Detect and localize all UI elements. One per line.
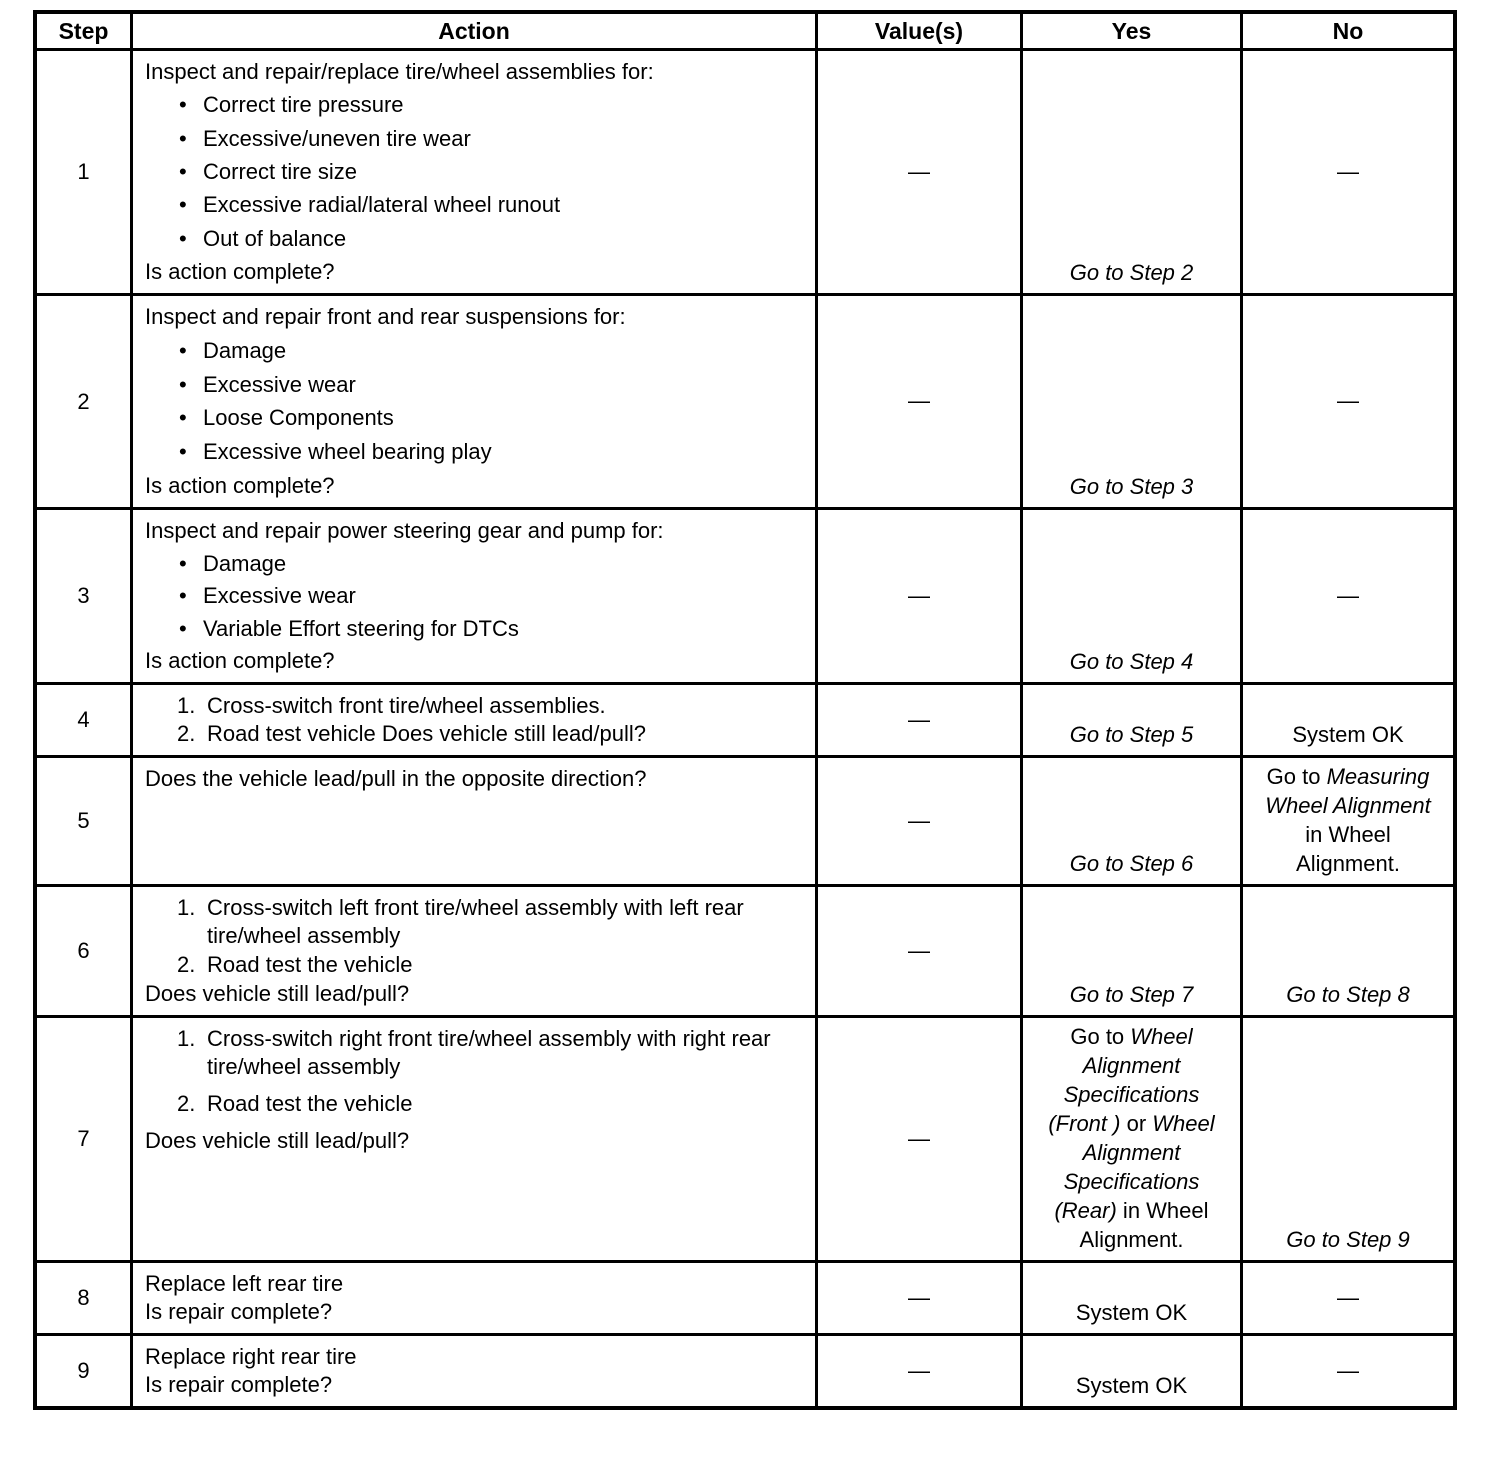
text-segment: — — [1337, 388, 1359, 413]
text-segment: — — [908, 582, 930, 608]
action-cell — [130, 1336, 815, 1406]
bullet-icon: • — [179, 615, 187, 641]
cell-text-line — [1070, 849, 1194, 878]
cell-text-line — [1296, 849, 1400, 878]
text-segment: — — [1337, 582, 1359, 608]
bullet-icon: • — [179, 337, 187, 363]
header-yes: Yes — [1020, 14, 1240, 48]
bullet-icon: • — [179, 439, 187, 465]
no-cell — [1240, 51, 1453, 293]
values-cell — [815, 887, 1020, 1015]
bullet-icon: • — [179, 192, 187, 218]
text-segment: Go to Step 2 — [1069, 260, 1194, 285]
text-segment: Go to Step 5 — [1069, 722, 1194, 747]
yes-cell — [1020, 685, 1240, 755]
text-segment: System OK — [1075, 1300, 1188, 1325]
no-cell — [1240, 510, 1453, 682]
table-row — [37, 1015, 1453, 1260]
cell-text-line — [1070, 258, 1194, 287]
cell-text-line — [1083, 1051, 1181, 1080]
yes-cell — [1020, 1263, 1240, 1333]
cell-text-line — [1337, 1283, 1359, 1312]
bullet-item — [145, 158, 805, 186]
item-number: 1. — [177, 895, 196, 920]
action-text: Does vehicle still lead/pull? — [145, 981, 410, 1006]
no-cell — [1240, 296, 1453, 507]
bullet-item — [145, 615, 805, 643]
text-segment: Go to Step 7 — [1069, 982, 1194, 1007]
values-cell — [815, 758, 1020, 884]
table-row — [37, 1333, 1453, 1406]
action-text-line — [145, 258, 805, 286]
step-number: 5 — [77, 808, 90, 833]
table-row — [37, 48, 1453, 293]
header-step: Step — [58, 17, 109, 44]
bullet-icon: • — [179, 550, 187, 576]
table-row — [37, 293, 1453, 507]
bullet-item — [145, 225, 805, 253]
action-text: Is repair complete? — [145, 1299, 333, 1324]
cell-text-line — [1265, 791, 1430, 820]
bullet-icon: • — [179, 405, 187, 431]
text-segment: — — [1337, 1284, 1359, 1310]
text-segment: Alignment — [1082, 1140, 1181, 1165]
cell-text-line — [1337, 581, 1359, 610]
numbered-item — [145, 720, 805, 748]
step-number: 6 — [77, 938, 90, 963]
cell-text-line — [908, 1124, 930, 1153]
cell-text-line — [1083, 1138, 1181, 1167]
text-segment: — — [908, 1125, 930, 1151]
bullet-item — [145, 125, 805, 153]
action-cell — [130, 887, 815, 1015]
cell-text-line — [908, 806, 930, 835]
step-cell — [37, 887, 130, 1015]
no-cell — [1240, 758, 1453, 884]
action-text-line — [145, 1371, 805, 1399]
no-cell — [1240, 887, 1453, 1015]
text-segment: — — [1337, 158, 1359, 184]
action-cell — [130, 51, 815, 293]
item-text: Cross-switch left front tire/wheel assembly with left rear tire/wheel assembly — [207, 895, 744, 948]
step-number: 1 — [77, 159, 90, 184]
bullet-item — [145, 91, 805, 119]
cell-text-line — [908, 386, 930, 415]
cell-text-line — [908, 705, 930, 734]
action-cell — [130, 1018, 815, 1260]
action-text-line — [145, 303, 805, 331]
action-text: Is repair complete? — [145, 1372, 333, 1397]
table-row — [37, 755, 1453, 884]
action-text-line — [145, 472, 805, 500]
bullet-item — [145, 550, 805, 578]
step-cell — [37, 1018, 130, 1260]
cell-text-line — [908, 581, 930, 610]
text-segment: Wheel Alignment — [1265, 793, 1431, 818]
action-cell — [130, 510, 815, 682]
numbered-item — [145, 1025, 805, 1081]
action-text: Replace left rear tire — [145, 1271, 344, 1296]
text-segment: in Wheel — [1116, 1198, 1209, 1223]
cell-text-line — [1070, 472, 1194, 501]
cell-text-line — [908, 1356, 930, 1385]
text-segment: Go to Step 6 — [1069, 851, 1194, 876]
values-cell — [815, 51, 1020, 293]
table-header-row — [37, 14, 1453, 48]
bullet-text: Variable Effort steering for DTCs — [203, 615, 519, 641]
diagnostic-table — [33, 10, 1457, 1410]
cell-text-line — [1070, 1022, 1192, 1051]
table-row — [37, 682, 1453, 755]
text-segment: Wheel — [1152, 1111, 1215, 1136]
text-segment: Go to Step 3 — [1069, 474, 1194, 499]
values-cell — [815, 1263, 1020, 1333]
cell-text-line — [1337, 386, 1359, 415]
text-segment: — — [908, 807, 930, 833]
bullet-text: Excessive radial/lateral wheel runout — [203, 192, 561, 218]
item-text: Road test vehicle Does vehicle still lead/pull? — [207, 721, 647, 746]
text-segment: or — [1120, 1111, 1153, 1136]
bullet-item — [145, 438, 805, 466]
text-segment: Go to — [1266, 764, 1327, 789]
cell-text-line — [1070, 647, 1194, 676]
cell-text-line — [1076, 1371, 1187, 1400]
step-number: 9 — [77, 1358, 90, 1383]
action-cell — [130, 1263, 815, 1333]
cell-text-line — [1337, 1356, 1359, 1385]
no-cell — [1240, 1263, 1453, 1333]
bullet-text: Correct tire pressure — [203, 92, 404, 118]
cell-text-line — [908, 1283, 930, 1312]
table-row — [37, 884, 1453, 1015]
values-cell — [815, 296, 1020, 507]
action-text-line — [145, 517, 805, 545]
step-cell — [37, 296, 130, 507]
step-number: 8 — [77, 1285, 90, 1310]
cell-text-line — [1054, 1196, 1208, 1225]
cell-text-line — [1070, 980, 1194, 1009]
bullet-text: Excessive/uneven tire wear — [203, 125, 471, 151]
item-text: Road test the vehicle — [207, 1091, 413, 1116]
cell-text-line — [1070, 720, 1194, 749]
bullet-icon: • — [179, 225, 187, 251]
text-segment: (Front ) — [1048, 1111, 1121, 1136]
yes-cell — [1020, 758, 1240, 884]
text-segment: Specifications — [1063, 1169, 1200, 1194]
text-segment: Alignment. — [1079, 1227, 1184, 1252]
cell-text-line — [1267, 762, 1430, 791]
cell-text-line — [1305, 820, 1391, 849]
bullet-text: Excessive wheel bearing play — [203, 439, 492, 465]
header-action: Action — [130, 14, 815, 48]
text-segment: Alignment. — [1296, 851, 1400, 876]
action-text: Is action complete? — [145, 648, 335, 673]
bullet-text: Damage — [203, 337, 287, 363]
bullet-item — [145, 371, 805, 399]
bullet-icon: • — [179, 371, 187, 397]
table-row — [37, 1260, 1453, 1333]
yes-cell — [1020, 51, 1240, 293]
text-segment: — — [908, 706, 930, 732]
action-text-line — [145, 1298, 805, 1326]
action-text: Inspect and repair power steering gear and pump for: — [145, 518, 664, 543]
item-number: 1. — [177, 693, 196, 718]
action-text-line — [145, 1270, 805, 1298]
action-text: Does vehicle still lead/pull? — [145, 1128, 410, 1153]
bullet-icon: • — [179, 125, 187, 151]
bullet-item — [145, 337, 805, 365]
text-segment: Go to Step 8 — [1286, 982, 1410, 1007]
cell-text-line — [908, 936, 930, 965]
text-segment: System OK — [1292, 722, 1404, 747]
values-cell — [815, 685, 1020, 755]
action-cell — [130, 296, 815, 507]
action-text: Is action complete? — [145, 472, 335, 498]
bullet-icon: • — [179, 92, 187, 118]
yes-cell — [1020, 296, 1240, 507]
yes-cell — [1020, 1336, 1240, 1406]
text-segment: — — [1337, 1357, 1359, 1383]
step-cell — [37, 510, 130, 682]
values-cell — [815, 1018, 1020, 1260]
text-segment: Go to Step 4 — [1069, 649, 1194, 674]
yes-cell — [1020, 887, 1240, 1015]
cell-text-line — [1292, 720, 1403, 749]
action-text: Does the vehicle lead/pull in the opposite direction? — [145, 766, 647, 791]
bullet-text: Correct tire size — [203, 158, 358, 184]
text-segment: System OK — [1075, 1373, 1188, 1398]
cell-text-line — [908, 157, 930, 186]
step-cell — [37, 1336, 130, 1406]
item-text: Road test the vehicle — [207, 952, 413, 977]
table-row — [37, 507, 1453, 682]
no-cell — [1240, 685, 1453, 755]
item-number: 2. — [177, 721, 196, 746]
header-values: Value(s) — [815, 14, 1020, 48]
numbered-item — [145, 951, 805, 979]
text-segment: — — [908, 1357, 930, 1383]
bullet-text: Excessive wear — [203, 583, 356, 608]
cell-text-line — [1286, 980, 1410, 1009]
action-text: Replace right rear tire — [145, 1344, 357, 1369]
item-text: Cross-switch right front tire/wheel assembly with right rear tire/wheel assembly — [207, 1026, 771, 1079]
action-cell — [130, 685, 815, 755]
item-number: 2. — [177, 1091, 196, 1116]
text-segment: — — [908, 937, 930, 963]
bullet-item — [145, 404, 805, 432]
text-segment: (Rear) — [1054, 1198, 1117, 1223]
text-segment: Wheel — [1130, 1024, 1193, 1049]
bullet-text: Loose Components — [203, 405, 394, 431]
action-text: Inspect and repair/replace tire/wheel assemblies for: — [145, 59, 654, 84]
item-text: Cross-switch front tire/wheel assemblies. — [207, 693, 606, 718]
cell-text-line — [1064, 1167, 1200, 1196]
bullet-item — [145, 191, 805, 219]
bullet-text: Excessive wear — [203, 371, 356, 397]
step-number: 2 — [77, 388, 90, 414]
text-segment: — — [908, 1284, 930, 1310]
numbered-item — [145, 894, 805, 950]
step-cell — [37, 685, 130, 755]
text-segment: Specifications — [1063, 1082, 1200, 1107]
item-number: 1. — [177, 1026, 196, 1051]
no-cell — [1240, 1018, 1453, 1260]
step-number: 3 — [77, 583, 90, 608]
step-cell — [37, 51, 130, 293]
cell-text-line — [1076, 1298, 1187, 1327]
cell-text-line — [1064, 1080, 1200, 1109]
bullet-icon: • — [179, 583, 187, 608]
action-text-line — [145, 647, 805, 675]
text-segment: Alignment — [1082, 1053, 1181, 1078]
step-number: 7 — [77, 1126, 90, 1151]
yes-cell — [1020, 510, 1240, 682]
bullet-text: Out of balance — [203, 225, 347, 251]
action-text-line — [145, 1343, 805, 1371]
values-cell — [815, 510, 1020, 682]
action-text-line — [145, 765, 805, 793]
bullet-icon: • — [179, 158, 187, 184]
item-number: 2. — [177, 952, 196, 977]
text-segment: Measuring — [1326, 764, 1430, 789]
action-cell — [130, 758, 815, 884]
cell-text-line — [1048, 1109, 1214, 1138]
header-no: No — [1240, 14, 1453, 48]
step-cell — [37, 1263, 130, 1333]
numbered-item — [145, 692, 805, 720]
bullet-text: Damage — [203, 550, 287, 576]
text-segment: Go to — [1070, 1024, 1131, 1049]
action-text-line — [145, 980, 805, 1008]
step-cell — [37, 758, 130, 884]
no-cell — [1240, 1336, 1453, 1406]
text-segment: in Wheel — [1305, 822, 1391, 847]
cell-text-line — [1337, 157, 1359, 186]
cell-text-line — [1286, 1225, 1410, 1254]
action-text: Is action complete? — [145, 258, 335, 284]
text-segment: — — [908, 388, 930, 413]
bullet-item — [145, 582, 805, 610]
action-text: Inspect and repair front and rear suspensions for: — [145, 304, 626, 329]
text-segment: — — [908, 158, 930, 184]
values-cell — [815, 1336, 1020, 1406]
action-text-line — [145, 58, 805, 86]
step-number: 4 — [77, 707, 90, 732]
action-text-line — [145, 1127, 805, 1155]
text-segment: Go to Step 9 — [1286, 1227, 1410, 1252]
numbered-item — [145, 1090, 805, 1118]
cell-text-line — [1080, 1225, 1184, 1254]
yes-cell — [1020, 1018, 1240, 1260]
